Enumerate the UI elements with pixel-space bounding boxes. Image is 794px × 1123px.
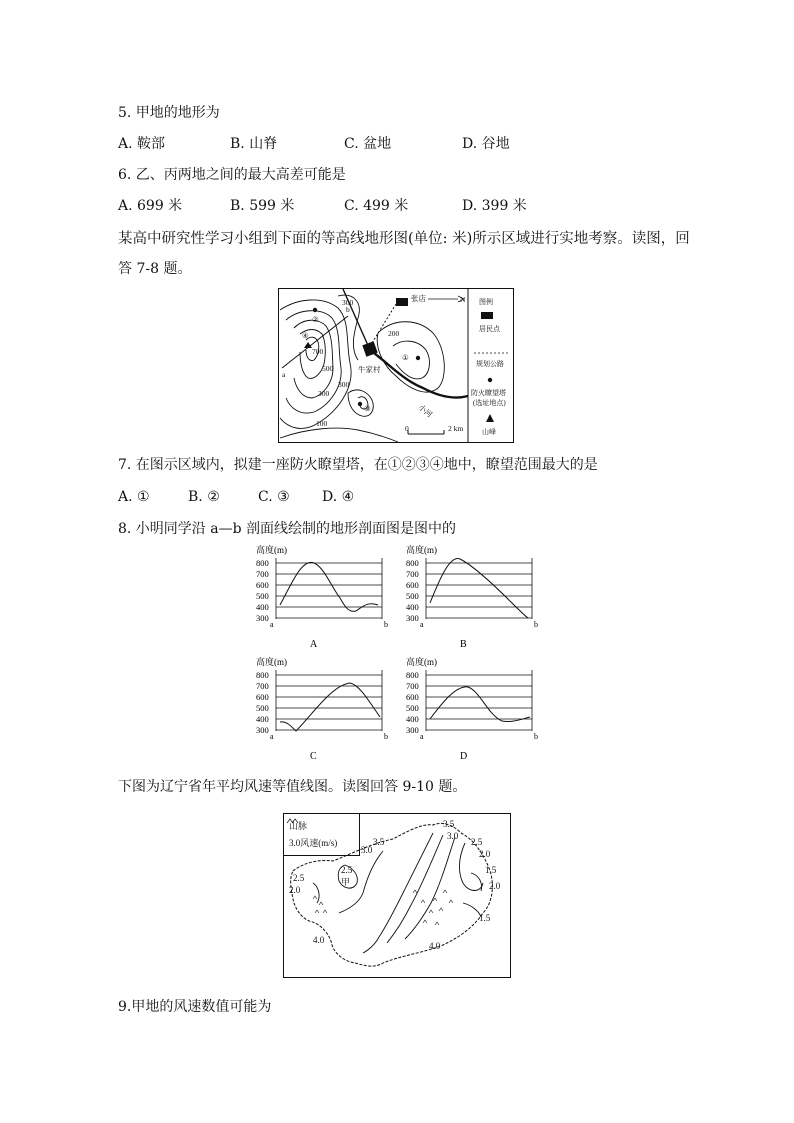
svg-text:山脉: 山脉 (289, 821, 308, 831)
svg-text:200: 200 (388, 329, 400, 338)
tick-label: 500 (406, 591, 419, 601)
end-b: b (384, 620, 388, 629)
profile-curve (280, 562, 378, 611)
svg-text:3.5: 3.5 (373, 837, 385, 847)
svg-text:牛家村: 牛家村 (358, 365, 381, 374)
tick-label: 800 (406, 558, 419, 568)
svg-text:小河: 小河 (416, 402, 434, 420)
end-a: a (270, 732, 274, 741)
svg-text:2.0: 2.0 (489, 881, 501, 891)
svg-text:b: b (346, 305, 350, 314)
svg-text:防火瞭望塔: 防火瞭望塔 (471, 389, 506, 397)
tick-label: 300 (406, 613, 419, 623)
contour-map (278, 288, 514, 443)
end-b: b (534, 620, 538, 629)
q5-option-a[interactable]: A. 鞍部 (118, 136, 166, 152)
svg-text:图例: 图例 (479, 298, 493, 306)
tick-label: 500 (256, 591, 269, 601)
q6-option-c[interactable]: C. 499 米 (344, 198, 409, 214)
tick-label: 500 (406, 703, 419, 713)
svg-text:规划公路: 规划公路 (476, 360, 504, 368)
profile-label: A (310, 639, 318, 650)
q5-option-d[interactable]: D. 谷地 (462, 136, 510, 152)
intro-9-10: 下图为辽宁省年平均风速等值线图。读图回答 9-10 题。 (118, 779, 467, 795)
profile-curve (280, 683, 380, 731)
end-a: a (420, 732, 424, 741)
profile-label: D (460, 751, 468, 762)
end-b: b (534, 732, 538, 741)
svg-text:500: 500 (322, 364, 334, 373)
svg-text:张店: 张店 (411, 294, 426, 303)
profile-ylabel: 高度(m) (406, 657, 437, 667)
svg-text:2 km: 2 km (448, 424, 464, 433)
q7-option-d[interactable]: D. ④ (322, 489, 355, 505)
svg-text:1.5: 1.5 (485, 865, 497, 875)
end-b: b (384, 732, 388, 741)
tick-label: 600 (256, 692, 269, 702)
svg-text:4.0: 4.0 (429, 941, 441, 951)
q7-option-b[interactable]: B. ② (188, 489, 220, 505)
svg-text:2.0: 2.0 (289, 885, 301, 895)
svg-text:N: N (460, 295, 466, 304)
q7-option-c[interactable]: C. ③ (258, 489, 290, 505)
profile-curve (430, 687, 530, 722)
q7-stem: 7. 在图示区域内，拟建一座防火瞭望塔，在①②③④地中，瞭望范围最大的是 (118, 457, 598, 473)
svg-text:2.5: 2.5 (341, 865, 353, 875)
svg-text:3.0风速(m/s): 3.0风速(m/s) (289, 838, 338, 848)
tick-label: 400 (256, 714, 269, 724)
svg-text:100: 100 (316, 419, 328, 428)
svg-text:700: 700 (312, 347, 324, 356)
tick-label: 700 (256, 681, 269, 691)
svg-text:0: 0 (405, 424, 409, 433)
tick-label: 600 (406, 580, 419, 590)
tick-label: 400 (406, 714, 419, 724)
q5-option-c[interactable]: C. 盆地 (344, 136, 392, 152)
svg-text:(选址地点): (选址地点) (473, 399, 506, 407)
svg-text:300: 300 (342, 298, 354, 307)
q6-option-b[interactable]: B. 599 米 (230, 198, 295, 214)
profile-ylabel: 高度(m) (256, 657, 287, 667)
tick-label: 800 (256, 670, 269, 680)
svg-text:300: 300 (318, 389, 330, 398)
svg-text:居民点: 居民点 (479, 325, 500, 333)
svg-text:1.5: 1.5 (479, 913, 491, 923)
tick-label: 300 (256, 613, 269, 623)
svg-text:3.0: 3.0 (361, 845, 373, 855)
profile-b (406, 544, 538, 650)
profile-ylabel: 高度(m) (256, 545, 287, 555)
svg-text:2.0: 2.0 (479, 849, 491, 859)
svg-text:4.0: 4.0 (313, 935, 325, 945)
tick-label: 600 (406, 692, 419, 702)
end-a: a (420, 620, 424, 629)
tick-label: 700 (406, 681, 419, 691)
svg-text:③: ③ (364, 404, 371, 413)
q5-stem: 5. 甲地的地形为 (118, 105, 220, 121)
q6-option-a[interactable]: A. 699 米 (118, 198, 183, 214)
svg-text:②: ② (312, 315, 319, 324)
profile-a (256, 544, 388, 650)
tick-label: 300 (406, 725, 419, 735)
svg-text:①: ① (402, 353, 409, 362)
svg-text:3.5: 3.5 (443, 819, 455, 829)
wind-speed-map (283, 813, 511, 978)
profile-charts (252, 543, 552, 768)
q6-stem: 6. 乙、丙两地之间的最大高差可能是 (118, 167, 346, 183)
q8-stem: 8. 小明同学沿 a—b 剖面线绘制的地形剖面图是图中的 (118, 521, 457, 537)
tick-label: 800 (256, 558, 269, 568)
tick-label: 700 (406, 569, 419, 579)
q7-option-a[interactable]: A. ① (118, 489, 150, 505)
tick-label: 400 (406, 602, 419, 612)
q6-option-d[interactable]: D. 399 米 (462, 198, 527, 214)
profile-ylabel: 高度(m) (406, 545, 437, 555)
tick-label: 500 (256, 703, 269, 713)
svg-text:④: ④ (302, 331, 309, 340)
intro-7-8-line1: 某高中研究性学习小组到下面的等高线地形图(单位: 米)所示区域进行实地考察。读图，回 (118, 231, 690, 247)
svg-text:a: a (282, 370, 286, 379)
profile-label: B (460, 639, 467, 650)
svg-text:2.5: 2.5 (471, 837, 483, 847)
intro-7-8-line2: 答 7-8 题。 (118, 261, 192, 277)
q5-option-b[interactable]: B. 山脊 (230, 136, 278, 152)
tick-label: 700 (256, 569, 269, 579)
tick-label: 800 (406, 670, 419, 680)
jia-label: 甲 (341, 877, 351, 887)
svg-text:2.5: 2.5 (293, 873, 305, 883)
svg-text:3.0: 3.0 (447, 831, 459, 841)
svg-text:山峰: 山峰 (482, 428, 496, 436)
end-a: a (270, 620, 274, 629)
profile-label: C (310, 751, 317, 762)
profile-c (256, 656, 388, 762)
tick-label: 600 (256, 580, 269, 590)
profile-d (406, 656, 538, 762)
svg-text:300: 300 (338, 380, 350, 389)
profile-curve (430, 559, 528, 618)
tick-label: 300 (256, 725, 269, 735)
q9-stem: 9.甲地的风速数值可能为 (118, 999, 272, 1015)
tick-label: 400 (256, 602, 269, 612)
